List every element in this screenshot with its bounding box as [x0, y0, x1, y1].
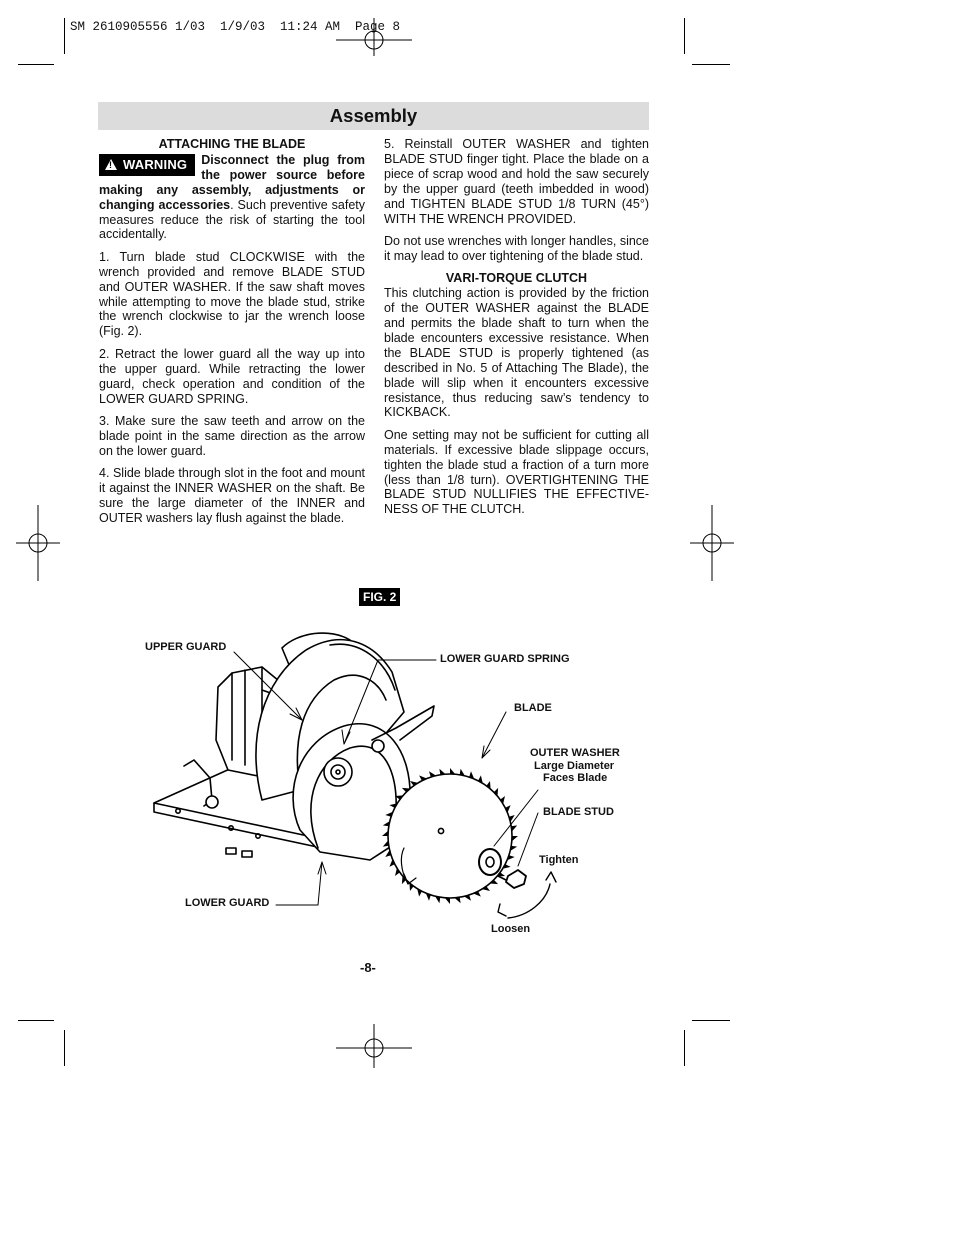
clutch-paragraph-2: One setting may not be sufficient for cutting all materials. If excessive blade slippage occurs, tighten the blade stud a fraction of a turn more (less than 1/8 turn). OVERTIGHTENING THE BLADE STUD NULLIFIES THE EFFECTIVE-NESS OF THE CLUTCH. — [384, 427, 649, 517]
label-tighten: Tighten — [539, 854, 579, 866]
label-lower-guard-spring: LOWER GUARD SPRING — [440, 653, 570, 665]
label-blade-stud: BLADE STUD — [543, 806, 614, 818]
blade-tooth — [512, 836, 518, 841]
blade-stud-icon — [498, 870, 526, 888]
blade-tooth — [450, 768, 455, 774]
saw-arbor — [324, 758, 352, 786]
attaching-blade-heading: ATTACHING THE BLADE — [158, 137, 306, 151]
label-blade: BLADE — [514, 702, 552, 714]
outer-washer-icon — [479, 849, 501, 875]
step-3: 3. Make sure the saw teeth and arrow on the blade point in the same direction as the arrow on the lower guard. — [99, 413, 365, 458]
blade-tooth — [510, 846, 517, 851]
wrench-note: Do not use wrenches with longer handles, since it may lead to over tightening of the blade stud. — [384, 233, 649, 263]
warning-label: WARNING — [123, 156, 188, 172]
step-1: 1. Turn blade stud CLOCKWISE with the wrench provided and remove BLADE STUD and OUTER WASHER. If the saw shaft moves while attempting to move the blade stud, strike the wrench clockwise to jar the wrench loose (Fig. 2). — [99, 249, 365, 339]
label-faces-blade: Faces Blade — [543, 772, 608, 784]
warning-bold-text: Disconnect the plug from the power source before making any assembly, adjustments or changing accessories — [99, 152, 365, 212]
label-outer-washer: OUTER WASHER — [530, 747, 620, 759]
blade-tooth — [454, 897, 460, 903]
printer-slug: SM 2610905556 1/03 1/9/03 11:24 AM Page 8 — [70, 20, 401, 34]
section-title: Assembly — [329, 105, 418, 126]
label-upper-guard: UPPER GUARD — [145, 641, 227, 653]
label-lower-guard: LOWER GUARD — [185, 897, 270, 909]
label-loosen: Loosen — [491, 923, 531, 935]
blade-tooth — [439, 769, 445, 775]
vari-torque-heading: VARI-TORQUE CLUTCH — [445, 271, 588, 286]
blade-tooth — [445, 898, 450, 904]
blade-tooth — [435, 896, 440, 903]
label-large-diameter: Large Diameter — [534, 760, 615, 772]
blade-tooth — [511, 825, 517, 831]
clutch-paragraph-1: This clutching action is provided by the friction of the OUTER WASHER against the BLADE and permits the blade shaft to turn when the blade encounters excessive resistance. When the BLADE STUD is properly tightened (as described in No. 5 of Attaching The Blade), the blade will slip when it encounters excessive resistance, thus reducing saw’s tendency to KICKBACK. — [384, 286, 649, 420]
step-2: 2. Retract the lower guard all the way up into the upper guard. While retracting the lower guard, check operation and condition of the LOWER GUARD SPRING. — [99, 346, 365, 406]
warning-rest-text: . Such preventive safety measures reduce the risk of starting the tool accidentally. — [99, 197, 365, 242]
page-number: -8- — [360, 960, 376, 975]
step-4: 4. Slide blade through slot in the foot and mount it against the INNER WASHER on the shaft. Be sure the large diameter of the INNER and OUTER washers lay flush against the blade. — [99, 466, 365, 525]
figure-tag: FIG. 2 — [359, 588, 400, 606]
saw-blade-icon — [388, 774, 512, 898]
blade-tooth — [460, 769, 465, 776]
step-5: 5. Reinstall OUTER WASHER and tighten BLADE STUD finger tight. Place the blade on a piece of scrap wood and hold the saw securely by the upper guard (teeth imbedded in wood) and TIGHTEN BLADE STUD 1/8 TURN (45°) WITH THE WRENCH PROVIDED. — [384, 137, 649, 226]
